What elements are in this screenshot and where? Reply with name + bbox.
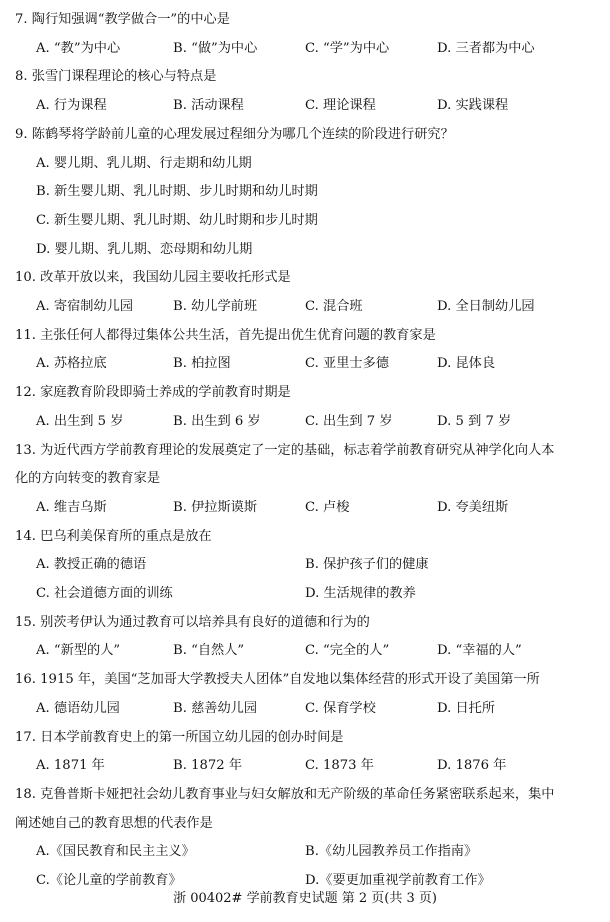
option: B. 1872 年 [173,758,243,774]
option: B. 出生到 6 岁 [173,413,261,429]
question-text: 14. 巴乌利美保育所的重点是放在 [15,528,212,544]
option: A. 教授正确的德语 [36,557,147,573]
option: B. 新生婴儿期、乳儿时期、步儿时期和幼儿时期 [36,184,318,200]
option: C. 保育学校 [305,700,376,716]
option: A.《国民教育和民主主义》 [36,844,195,860]
option: A. 1871 年 [36,758,105,774]
option: C. 1873 年 [305,758,374,774]
option: B. 活动课程 [173,98,244,114]
question-text: 15. 别茨考伊认为通过教育可以培养具有良好的道德和行为的 [15,614,370,630]
page-footer: 浙 00402# 学前教育史试题 第 2 页(共 3 页) [173,891,437,906]
question-text: 16. 1915 年，美国“芝加哥大学教授夫人团体”自发地以集体经营的形式开设了美国第一所 [15,672,540,688]
option: B. “做”为中心 [173,40,258,56]
option: D.《要更加重视学前教育工作》 [305,873,491,888]
question-text-cont: 化的方向转变的教育家是 [15,471,161,487]
option: C.《论儿童的学前教育》 [36,873,182,888]
option: C. 出生到 7 岁 [305,413,393,429]
question-text: 9. 陈鹤琴将学龄前儿童的心理发展过程细分为哪几个连续的阶段进行研究？ [15,126,454,142]
option: D. 日托所 [437,700,496,716]
option: C. 混合班 [305,299,363,314]
option: B. 伊拉斯谟斯 [173,499,258,515]
option: C. 卢梭 [305,499,350,515]
option: D. 婴儿期、乳儿期、恋母期和幼儿期 [36,241,253,257]
option: A. 维吉乌斯 [36,499,107,515]
option: B. 柏拉图 [173,356,231,372]
option: D. 夸美纽斯 [437,499,509,515]
option: D. 全日制幼儿园 [437,299,535,314]
question-text: 11. 主张任何人都得过集体公共生活，首先提出优生优育问题的教育家是 [15,327,436,343]
option: D. 5 到 7 岁 [437,413,512,429]
option: B. 保护孩子们的健康 [305,557,429,573]
option: C. “完全的人” [305,643,390,659]
option: C. 理论课程 [305,98,376,114]
option: C. 亚里士多德 [305,356,389,372]
option: C. 社会道德方面的训练 [36,586,173,601]
option: C. 新生婴儿期、乳儿时期、幼儿时期和步儿时期 [36,212,318,228]
question-text: 13. 为近代西方学前教育理论的发展奠定了一定的基础，标志着学前教育研究从神学化向人本 [15,442,555,458]
option: A. 出生到 5 岁 [36,413,124,429]
option: B. 慈善幼儿园 [173,700,258,716]
option: C. “学”为中心 [305,40,390,56]
option: A. 寄宿制幼儿园 [36,299,134,314]
option: D. “幸福的人” [437,643,522,659]
question-text: 8. 张雪门课程理论的核心与特点是 [15,69,217,85]
option: A. “教”为中心 [36,40,121,56]
option: D. 实践课程 [437,98,509,114]
option: D. 昆体良 [437,356,496,372]
option: A. 婴儿期、乳儿期、行走期和幼儿期 [36,155,252,171]
option: D. 1876 年 [437,758,507,774]
option: A. 行为课程 [36,98,107,114]
question-text: 12. 家庭教育阶段即骑士养成的学前教育时期是 [15,385,291,401]
option: D. 生活规律的教养 [305,586,416,601]
option: D. 三者都为中心 [437,40,535,56]
question-text: 18. 克鲁普斯卡娅把社会幼儿教育事业与妇女解放和无产阶级的革命任务紧密联系起来，集中 [15,786,555,802]
option: A. “新型的人” [36,643,121,659]
question-text: 17. 日本学前教育史上的第一所国立幼儿园的创办时间是 [15,729,344,745]
option: B. “自然人” [173,643,245,659]
question-text: 7. 陶行知强调“教学做合一”的中心是 [15,12,230,27]
option: A. 德语幼儿园 [36,700,120,716]
question-text: 10. 改革开放以来，我国幼儿园主要收托形式是 [15,270,291,286]
option: B.《幼儿园教养员工作指南》 [305,844,478,860]
question-text-cont: 阐述她自己的教育思想的代表作是 [15,815,213,831]
option: B. 幼儿学前班 [173,299,258,314]
option: A. 苏格拉底 [36,356,107,372]
